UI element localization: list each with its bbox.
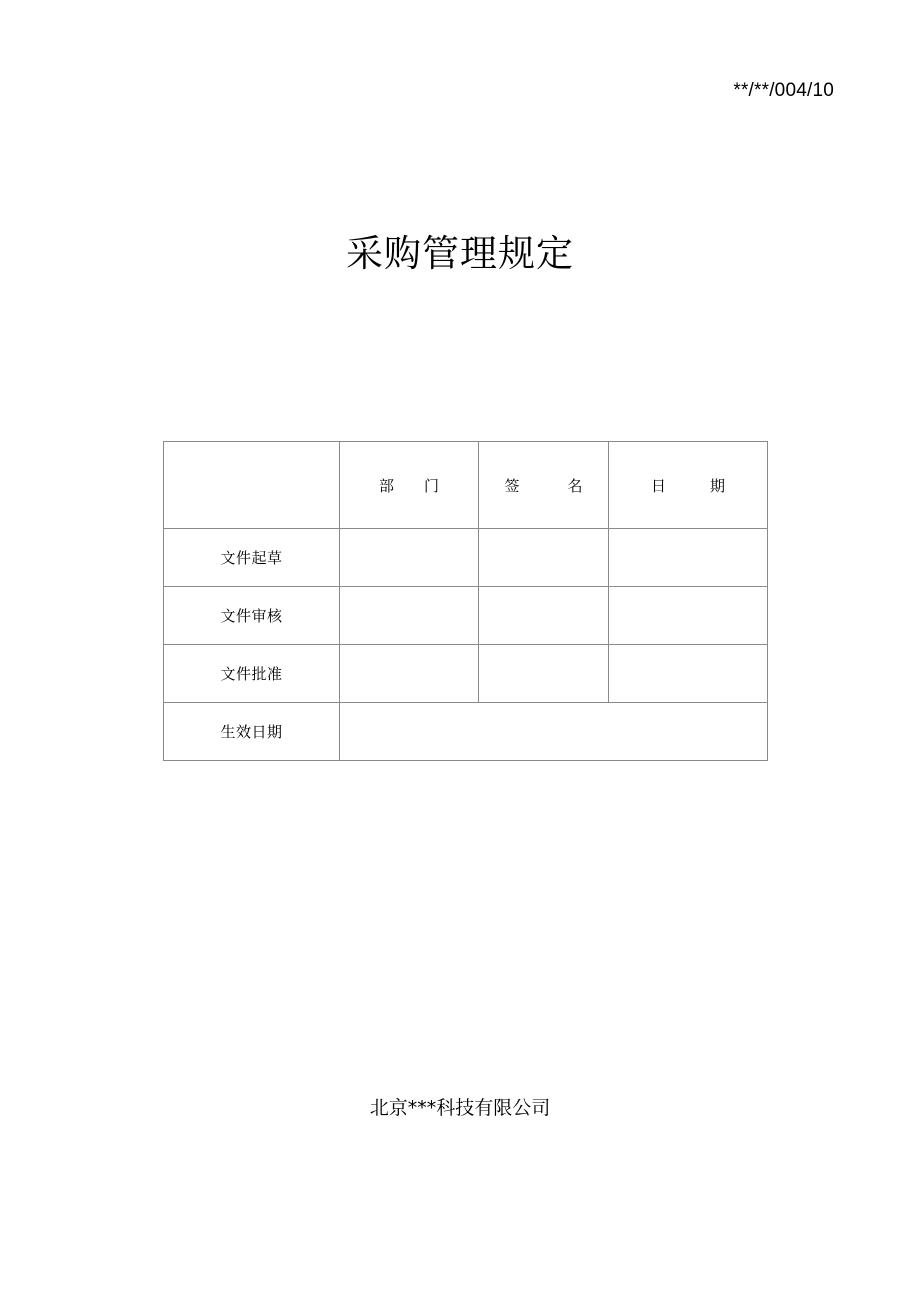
table-row-draft xyxy=(164,529,768,587)
effective-date-cell[interactable] xyxy=(340,703,768,761)
header-cell-empty xyxy=(164,442,340,529)
table-row-approve xyxy=(164,645,768,703)
header-department-label: 部门 xyxy=(378,476,469,495)
header-cell-signature xyxy=(479,442,631,529)
table-header-row xyxy=(164,442,768,529)
approve-date-cell[interactable] xyxy=(609,645,768,703)
approval-table xyxy=(163,441,768,761)
company-name: 北京***科技有限公司 xyxy=(369,1097,551,1119)
draft-date-cell[interactable] xyxy=(609,529,768,587)
draft-department-cell[interactable] xyxy=(340,529,479,587)
row-label-effective-date: 生效日期 xyxy=(164,703,340,761)
row-label-draft: 文件起草 xyxy=(164,529,340,587)
header-date-label: 日期 xyxy=(650,476,769,495)
review-signature-cell[interactable] xyxy=(479,587,609,645)
header-signature-label: 签名 xyxy=(504,476,631,495)
row-label-review: 文件审核 xyxy=(164,587,340,645)
header-cell-date xyxy=(609,442,768,529)
review-date-cell[interactable] xyxy=(609,587,768,645)
approve-department-cell[interactable] xyxy=(340,645,479,703)
document-title: 采购管理规定 xyxy=(346,232,574,275)
header-cell-department xyxy=(340,442,479,529)
approve-signature-cell[interactable] xyxy=(479,645,609,703)
row-label-approve: 文件批准 xyxy=(164,645,340,703)
table-row-review xyxy=(164,587,768,645)
table-row-effective-date xyxy=(164,703,768,761)
draft-signature-cell[interactable] xyxy=(479,529,609,587)
review-department-cell[interactable] xyxy=(340,587,479,645)
document-code: **/**/004/10 xyxy=(733,80,834,101)
